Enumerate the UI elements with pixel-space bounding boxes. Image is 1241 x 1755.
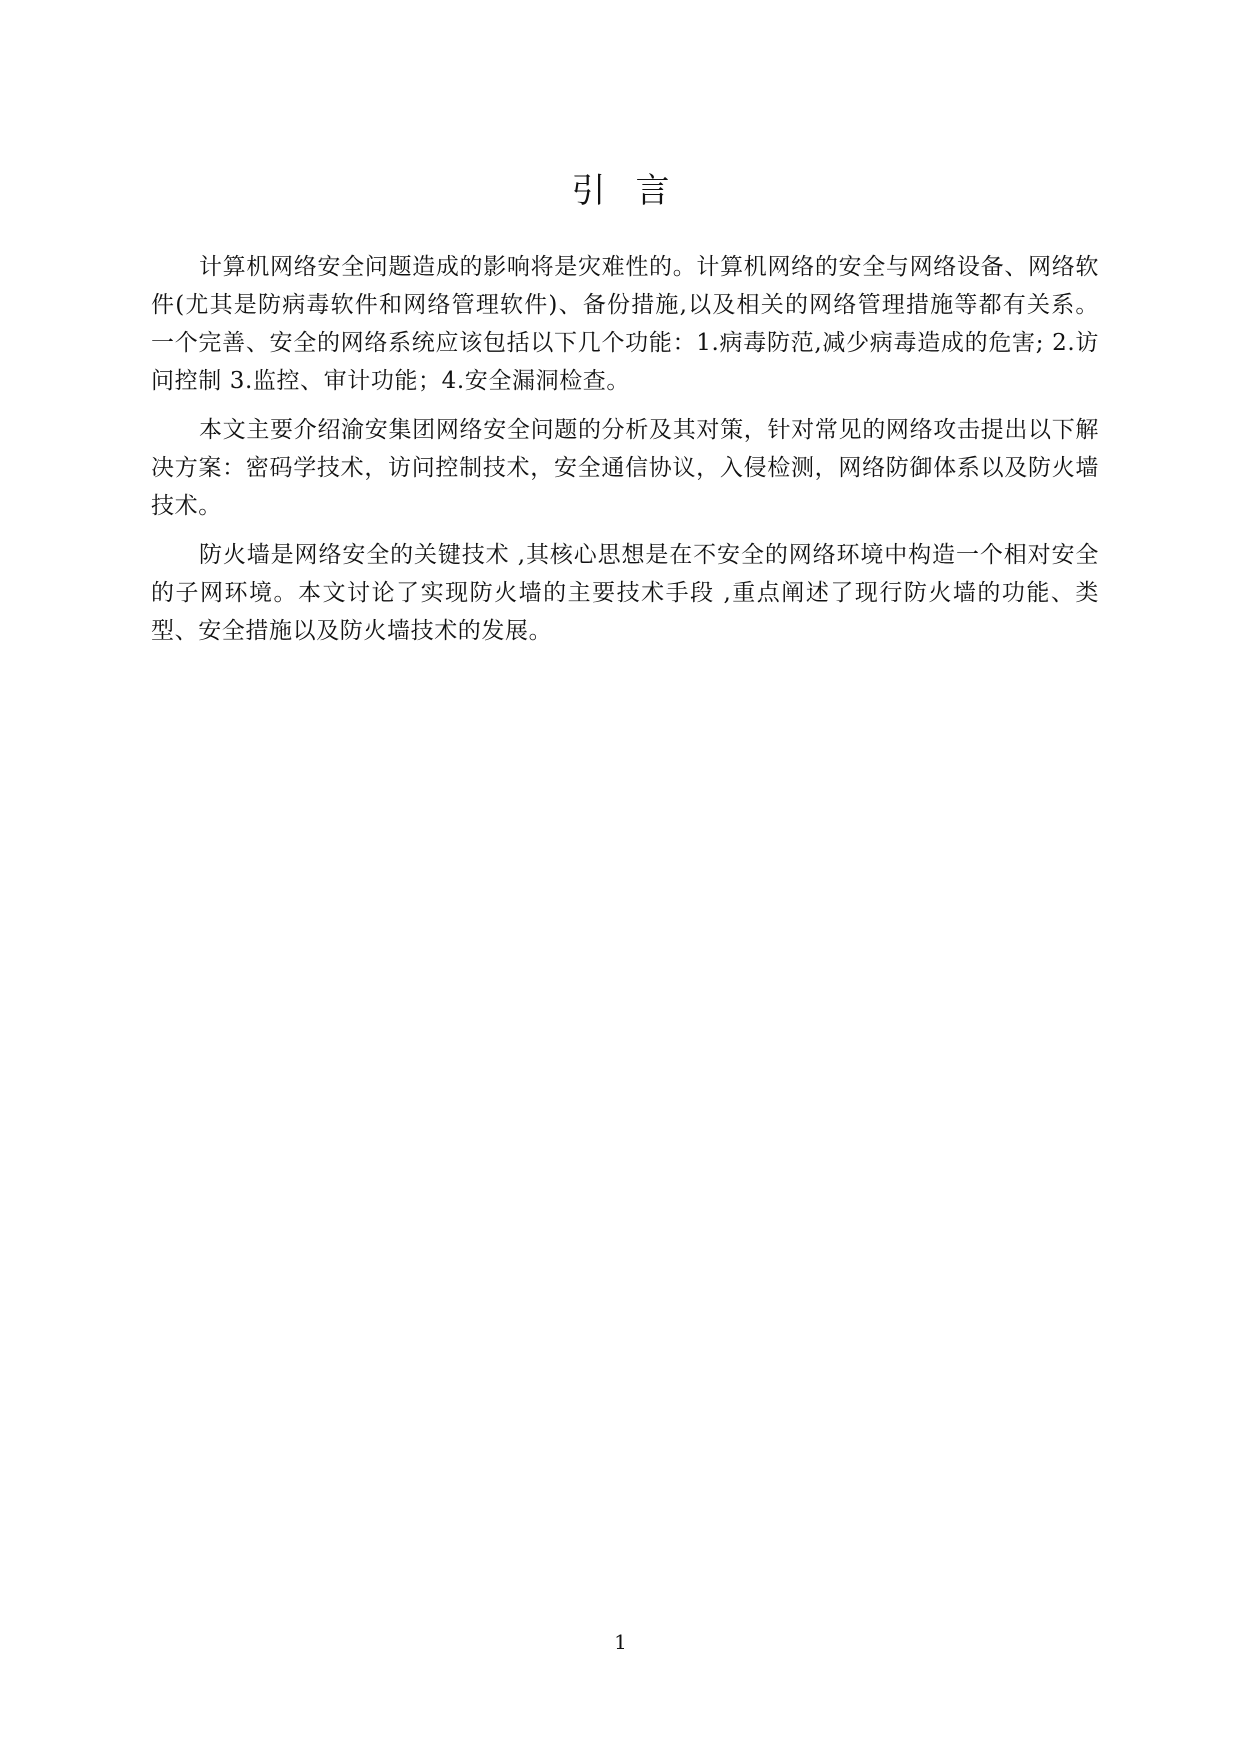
body-text (151, 248, 1099, 661)
paragraph-1: 计算机网络安全问题造成的影响将是灾难性的。计算机网络的安全与网络设备、网络软件(尤其是防病毒软件和网络管理软件)、备份措施,以及相关的网络管理措施等都有关系。 一个完善、安全的网络系统应该包括以下几个功能：1.病毒防范,减少病毒造成的危害; 2.访问控制 3.监控、审计功能；4.安全漏洞检查。 (151, 254, 1099, 394)
page-number: 1 (614, 1630, 627, 1654)
paragraph-3: 防火墙是网络安全的关键技术 ,其核心思想是在不安全的网络环境中构造一个相对安全的子网环境。本文讨论了实现防火墙的主要技术手段 ,重点阐述了现行防火墙的功能、类型、安全措施以及防火墙技术的发展。 (151, 542, 1099, 644)
page-title: 引言 (571, 171, 700, 211)
paragraph-2: 本文主要介绍渝安集团网络安全问题的分析及其对策，针对常见的网络攻击提出以下解决方案：密码学技术，访问控制技术，安全通信协议，入侵检测，网络防御体系以及防火墙技术。 (151, 417, 1099, 519)
